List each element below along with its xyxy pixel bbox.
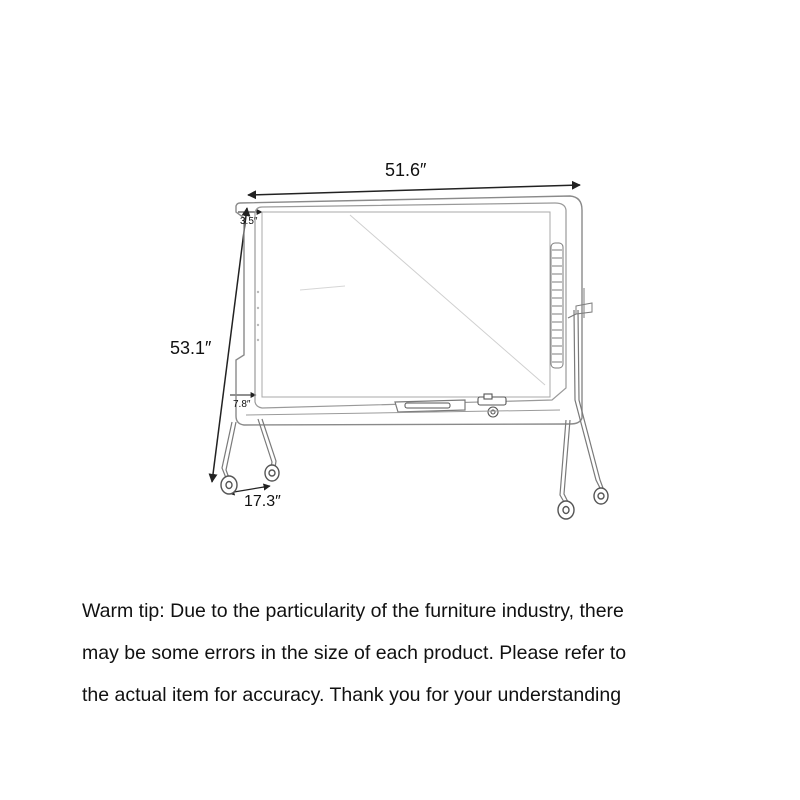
width-dimension-label: 51.6″: [385, 160, 427, 180]
writing-surface: [262, 212, 550, 397]
width-dimension-line: [248, 185, 580, 195]
height-dimension-label: 53.1″: [170, 338, 212, 358]
side-frame-dimension-label: 3.5″: [240, 216, 258, 227]
depth-dimension-label: 17.3″: [244, 493, 281, 510]
height-dimension-line: [212, 208, 247, 482]
base-offset-dimension-label: 7.8″: [233, 399, 251, 410]
caster-wheel-right-back: [594, 488, 608, 504]
eraser-holder: [478, 394, 506, 417]
left-frame-dots: [257, 291, 259, 341]
tip-line: Warm tip: Due to the particularity of the furniture industry, there: [82, 600, 624, 622]
tip-line: the actual item for accuracy. Thank you for your understanding: [82, 684, 622, 706]
caster-wheel-left-back: [265, 465, 279, 481]
tip-line: may be some errors in the size of each product. Please refer to: [82, 642, 627, 664]
marker: [405, 403, 450, 408]
caster-wheel-left-front: [221, 476, 237, 494]
warm-tip-note: [82, 590, 742, 716]
side-spring-coil: [551, 243, 563, 368]
caster-wheel-right-front: [558, 501, 574, 519]
